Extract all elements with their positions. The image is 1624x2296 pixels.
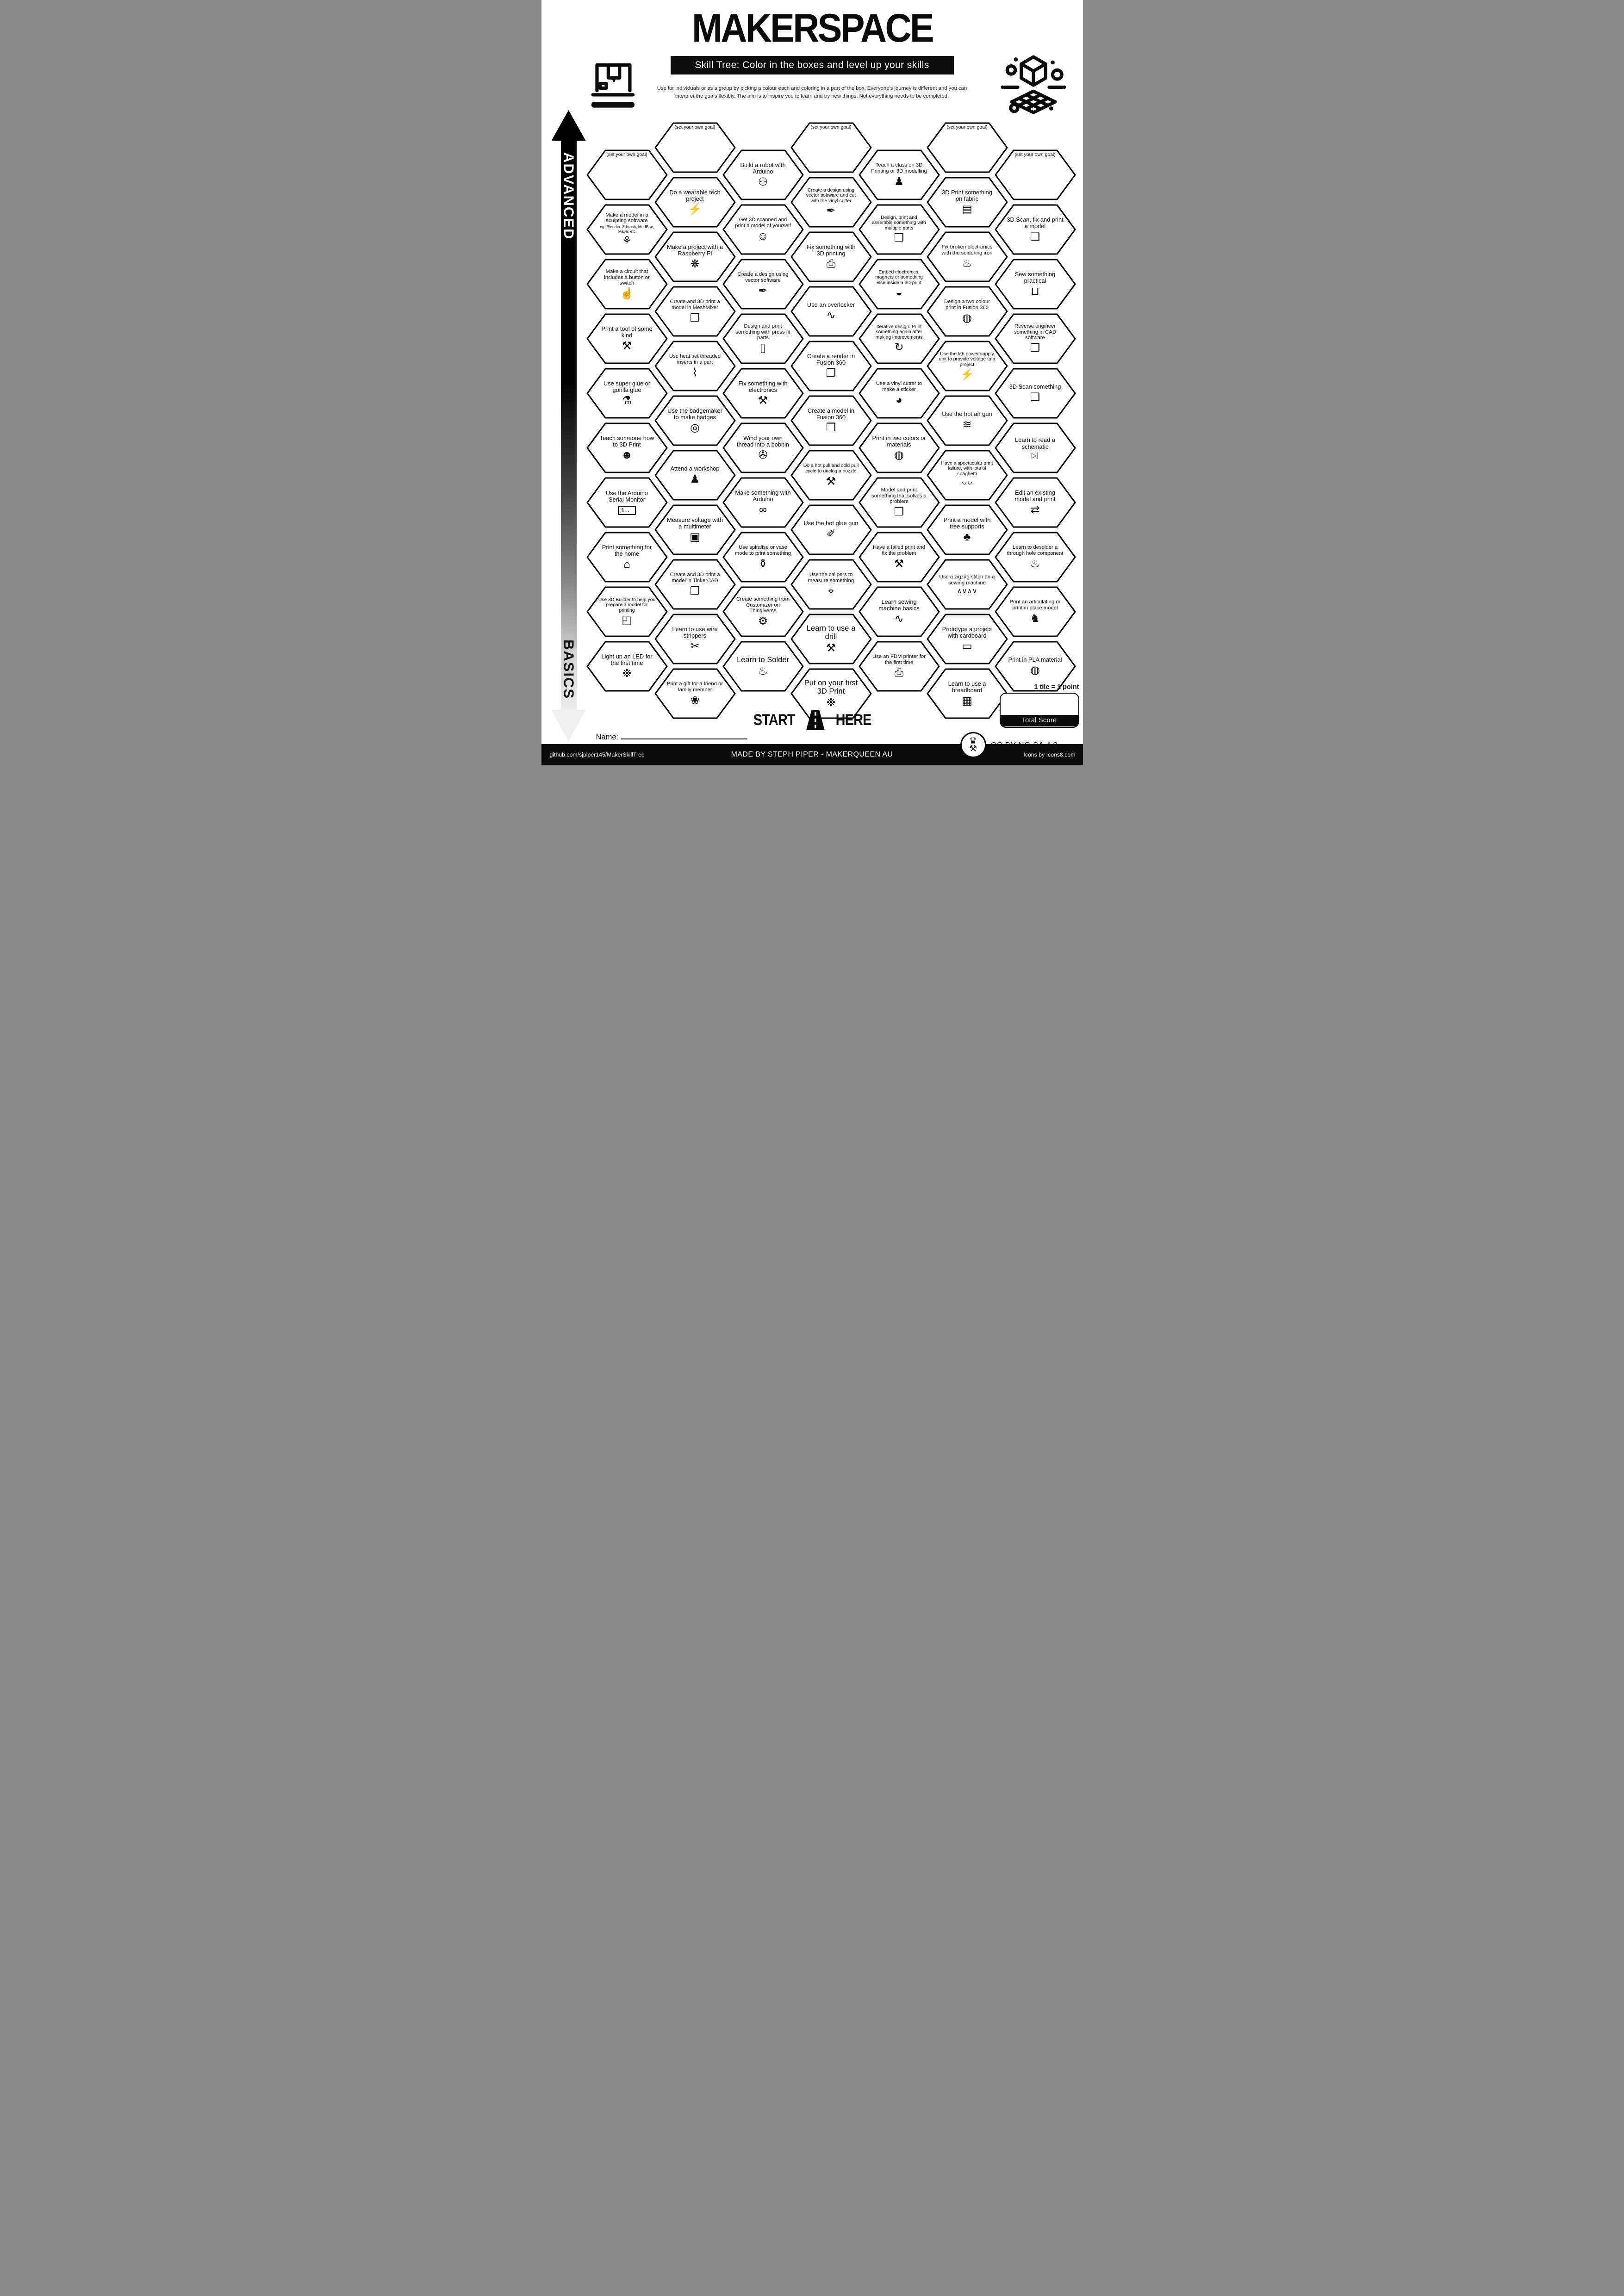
sculpture-icon: ⚘ bbox=[622, 235, 632, 248]
scan-cube-icon: ❏ bbox=[1030, 391, 1040, 404]
start-here-marker bbox=[749, 709, 874, 731]
bobbin-icon: ✇ bbox=[758, 449, 768, 462]
vector-pen-icon: ✒ bbox=[758, 284, 768, 297]
hex-label: 3D Print something on fabric bbox=[942, 188, 992, 202]
makerspace-skill-tree-poster bbox=[541, 0, 1083, 765]
drill-icon: ⚒ bbox=[826, 642, 836, 655]
basics-label: BASICS bbox=[560, 639, 577, 699]
hex-label: Use super glue or gorilla glue bbox=[603, 379, 650, 393]
filament-spool-icon: ◍ bbox=[1030, 664, 1040, 677]
hex-label: Use the Arduino Serial Monitor bbox=[605, 489, 648, 503]
hex-label: Create something from Customizer on Thingiverse bbox=[736, 596, 790, 614]
tile-point-note: 1 tile = 1 point bbox=[1034, 683, 1079, 691]
name-field[interactable] bbox=[596, 732, 747, 742]
button-press-icon: ☝ bbox=[620, 287, 634, 300]
hex-label: Create a model in Fusion 360 bbox=[807, 407, 854, 421]
footer-credit: MADE BY STEPH PIPER - MAKERQUEEN AU bbox=[731, 751, 893, 758]
led-dome-icon: ◒ bbox=[896, 286, 902, 299]
hex-tile[interactable] bbox=[995, 586, 1076, 638]
hex-label: (set your own goal) bbox=[946, 125, 988, 130]
hex-label: Have a spectacular print failure, with lots of spaghetti bbox=[941, 460, 993, 477]
hex-label: 3D Scan, fix and print a model bbox=[1007, 216, 1064, 230]
hex-label: Create a design using vector software and cut with the vinyl cutter bbox=[806, 187, 856, 204]
hex-tile[interactable] bbox=[995, 367, 1076, 419]
hex-label: Use a zigzag stitch on a sewing machine bbox=[939, 574, 995, 586]
hex-label: Print in two colors or materials bbox=[872, 434, 926, 448]
filament-spool-icon: ◍ bbox=[894, 449, 904, 462]
press-fit-icon: ▯ bbox=[759, 341, 766, 354]
scan-cube-icon: ❏ bbox=[1030, 230, 1040, 243]
party-popper-icon: ❉ bbox=[826, 696, 836, 709]
hex-label: 3D Scan something bbox=[1009, 383, 1061, 390]
hex-label: (set your own goal) bbox=[606, 152, 647, 157]
hex-label: Design, print and assemble something with multiple parts bbox=[872, 215, 926, 231]
tools-icon: ⚒ bbox=[826, 475, 836, 488]
footer-github-link[interactable]: github.com/sjpiper145/MakerSkillTree bbox=[549, 751, 645, 758]
multi-cubes-icon: ❒ bbox=[894, 232, 904, 245]
workshop-presenter-icon: ♟ bbox=[690, 473, 700, 486]
wire-strippers-icon: ✂ bbox=[690, 640, 700, 653]
hex-label: Teach a class on 3D Printing or 3D modelling bbox=[871, 162, 927, 174]
workshop-presenter-icon: ♟ bbox=[894, 175, 904, 188]
vase-icon: ⚱ bbox=[758, 557, 768, 570]
hex-label: Use the lab power supply unit to provide voltage to a project bbox=[939, 351, 996, 367]
wearable-led-icon: ⚡ bbox=[688, 203, 702, 216]
intro-line-1: Use for individuals or as a group by picking a colour each and coloring in a part of the box. Everyone's journey is different and you can bbox=[657, 86, 967, 92]
3d-printer-icon: ⎙ bbox=[826, 258, 836, 271]
vector-pen-icon: ✒ bbox=[826, 205, 836, 217]
hex-tile[interactable] bbox=[995, 422, 1076, 474]
hex-tile[interactable] bbox=[995, 477, 1076, 528]
hex-label: (set your own goal) bbox=[810, 125, 852, 130]
soldering-iron-icon: ♨ bbox=[758, 665, 768, 678]
home-icon: ⌂ bbox=[623, 558, 630, 571]
calipers-icon: ⌖ bbox=[828, 584, 834, 597]
cube-icon: ❐ bbox=[894, 505, 904, 518]
hex-label: Embed electronics, magnets or something else inside a 3D print bbox=[875, 269, 923, 285]
hex-label: Learn to use a breadboard bbox=[948, 680, 986, 694]
edit-arrows-icon: ⇄ bbox=[1030, 503, 1040, 516]
diode-icon: ▷| bbox=[1031, 451, 1039, 459]
soldering-iron-icon: ♨ bbox=[962, 257, 972, 270]
sticker-peel-icon: ◕ bbox=[896, 393, 902, 406]
hex-label: Attend a workshop bbox=[670, 465, 720, 472]
zigzag-icon: ∧∨∧∨ bbox=[957, 587, 977, 596]
hex-label: Make a model in a sculpting software bbox=[605, 212, 648, 224]
total-score-label: Total Score bbox=[1001, 715, 1078, 726]
hex-label: Learn to use wire strippers bbox=[672, 625, 718, 639]
hex-label: Use an overlocker bbox=[807, 301, 855, 308]
raspberry-icon: ❋ bbox=[690, 258, 700, 271]
hex-label: Design a two colour print in Fusion 360 bbox=[944, 299, 990, 310]
hex-label: Light up an LED for the first time bbox=[601, 652, 653, 666]
hex-label: Create a design using vector software bbox=[737, 272, 789, 283]
tools-icon: ⚒ bbox=[894, 557, 904, 570]
desolder-iron-icon: ♨ bbox=[1030, 557, 1040, 570]
hex-label: Sew something practical bbox=[1014, 270, 1056, 284]
hex-label: Learn to desolder a through hole component bbox=[1007, 545, 1064, 556]
license-label: CC BY-NC-SA 4.0 bbox=[990, 740, 1058, 750]
hex-label: Use heat set threaded inserts in a part bbox=[669, 354, 721, 365]
hex-sublabel: eg. Blender, Z-brush, MudBox, Maya, etc bbox=[600, 224, 654, 234]
makerqueen-logo-icon: ♛ ⚒ bbox=[960, 732, 986, 758]
shopping-bag-icon: ⊔ bbox=[1031, 285, 1039, 298]
hex-label: Have a failed print and fix the problem bbox=[872, 545, 926, 556]
hex-label: Create a render in Fusion 360 bbox=[807, 352, 855, 366]
hex-tile[interactable] bbox=[995, 258, 1076, 310]
hex-tile[interactable] bbox=[995, 531, 1076, 583]
hex-label: Model and print something that solves a problem bbox=[871, 487, 927, 505]
hex-label: (set your own goal) bbox=[674, 125, 716, 130]
glue-bottle-icon: ⚗ bbox=[622, 394, 632, 407]
footer-icons-credit[interactable]: Icons by Icons8.com bbox=[1023, 751, 1076, 758]
tree-icon: ♣ bbox=[963, 531, 971, 544]
multimeter-icon: ▣ bbox=[690, 531, 700, 544]
glue-gun-icon: ✐ bbox=[826, 527, 836, 540]
hex-label: Fix something with 3D printing bbox=[806, 243, 856, 257]
page-title: MAKERSPACE bbox=[691, 6, 933, 50]
start-label: START bbox=[753, 711, 795, 729]
breadboard-icon: ▦ bbox=[962, 695, 972, 707]
cube-icon: ❐ bbox=[690, 311, 700, 324]
hex-label: Print something for the home bbox=[602, 543, 652, 557]
hex-label: Fix broken electronics with the soldering iron bbox=[941, 244, 993, 256]
hex-label: Use the calipers to measure something bbox=[808, 572, 854, 583]
hex-label: Print a tool of some kind bbox=[601, 325, 653, 339]
hex-label: Use the hot air gun bbox=[942, 410, 992, 417]
lightning-icon: ⚡ bbox=[960, 368, 974, 381]
badge-icon: ◎ bbox=[690, 422, 700, 434]
cardboard-icon: ▭ bbox=[962, 640, 972, 653]
cube-icon: ❐ bbox=[1030, 341, 1040, 354]
hex-label: Learn to Solder bbox=[737, 655, 789, 664]
arduino-icon: ∞ bbox=[759, 503, 767, 516]
spaghetti-icon: 〰 bbox=[961, 478, 973, 490]
hex-label: Teach someone how to 3D Print bbox=[599, 434, 654, 448]
robot-icon: ⚇ bbox=[758, 176, 768, 189]
hex-label: Make a project with a Raspberry Pi bbox=[667, 243, 723, 257]
gift-bow-icon: ❀ bbox=[690, 694, 700, 707]
hex-label: Create and 3D print a model in MeshMixer bbox=[670, 299, 720, 310]
hot-air-gun-icon: ≋ bbox=[962, 418, 972, 431]
serial-monitor-icon: 1.. bbox=[618, 506, 635, 515]
hex-label: Do a wearable tech project bbox=[669, 188, 721, 202]
fabric-icon: ▤ bbox=[962, 203, 972, 216]
heat-insert-icon: ⌇ bbox=[692, 366, 698, 379]
hex-label: Learn to read a schematic bbox=[1015, 436, 1055, 450]
hex-label: Fix something with electronics bbox=[738, 379, 788, 393]
hex-label: Use an FDM printer for the first time bbox=[872, 654, 926, 665]
hex-label: Print in PLA material bbox=[1008, 656, 1062, 663]
score-write-space[interactable] bbox=[1001, 694, 1078, 715]
3d-printer-icon: ⎙ bbox=[894, 666, 904, 679]
filament-spool-icon: ◍ bbox=[962, 311, 972, 324]
hex-label: Print a gift for a friend or family member bbox=[666, 681, 723, 693]
hex-label: Use the badgemaker to make badges bbox=[667, 407, 722, 421]
hex-label: Measure voltage with a multimeter bbox=[667, 516, 723, 530]
road-icon bbox=[805, 709, 826, 731]
total-score-box[interactable] bbox=[1000, 693, 1079, 728]
body-scan-icon: ☺ bbox=[757, 230, 769, 242]
hex-label: Wind your own thread into a bobbin bbox=[736, 434, 790, 448]
hex-label: Iterative design: Print something again after making improvements bbox=[875, 324, 923, 340]
skill-tree-grid bbox=[541, 0, 1083, 765]
3d-builder-icon: ◰ bbox=[622, 614, 632, 627]
tools-icon: ⚒ bbox=[758, 394, 768, 407]
name-input-line[interactable] bbox=[621, 732, 747, 739]
sewing-machine-icon: ∿ bbox=[894, 613, 904, 626]
hex-label: Use the hot glue gun bbox=[803, 519, 859, 527]
hex-label: Make a circuit that includes a button or switch bbox=[604, 269, 650, 286]
intro-line-2: interpret the goals flexibly. The aim is to inspire you to learn and try new things. Not everything needs to be completed. bbox=[675, 93, 949, 99]
hex-label: Put on your first 3D Print bbox=[804, 678, 858, 695]
name-label: Name: bbox=[596, 733, 619, 741]
hex-label: Make something with Arduino bbox=[735, 489, 791, 503]
hex-label: (set your own goal) bbox=[1014, 152, 1056, 157]
hex-label: Prototype a project with cardboard bbox=[942, 625, 992, 639]
hex-label: Learn sewing machine basics bbox=[878, 598, 920, 612]
cube-icon: ❐ bbox=[826, 367, 836, 380]
customizer-gear-icon: ⚙ bbox=[758, 614, 768, 627]
subtitle-banner: Skill Tree: Color in the boxes and level up your skills bbox=[671, 56, 954, 74]
hex-label: Create and 3D print a model in TinkerCAD bbox=[670, 572, 720, 583]
hex-tile[interactable] bbox=[995, 204, 1076, 255]
hex-label: Use a vinyl cutter to make a sticker bbox=[876, 381, 922, 392]
hex-tile[interactable] bbox=[995, 313, 1076, 365]
hex-label: Learn to use a drill bbox=[806, 624, 856, 641]
teach-people-icon: ☻ bbox=[621, 449, 633, 462]
hex-label: Reverse engineer something in CAD software bbox=[1014, 323, 1057, 341]
overlocker-icon: ∿ bbox=[826, 309, 836, 322]
tools-icon: ⚒ bbox=[622, 340, 632, 353]
hex-tile-goal[interactable] bbox=[995, 149, 1076, 201]
hex-label: Do a hot pull and cold pull cycle to unclog a nozzle bbox=[803, 463, 859, 474]
hex-label: Use 3D Builder to help you prepare a model for printing bbox=[598, 597, 656, 613]
hex-label: Design and print something with press fit parts bbox=[735, 323, 790, 341]
hex-label: Build a robot with Arduino bbox=[740, 161, 786, 175]
hex-label: Use spiralise or vase mode to print something bbox=[734, 545, 791, 556]
cube-icon: ❐ bbox=[690, 584, 700, 597]
here-label: HERE bbox=[835, 711, 871, 729]
advanced-label: ADVANCED bbox=[560, 152, 577, 240]
hex-label: Edit an existing model and print bbox=[1014, 489, 1056, 503]
iterate-icon: ↻ bbox=[894, 341, 904, 354]
license-row bbox=[960, 732, 1058, 758]
dragon-icon: ♞ bbox=[1030, 612, 1040, 625]
hex-label: Print an articulating or print in place model bbox=[1009, 599, 1061, 611]
cube-icon: ❐ bbox=[826, 422, 836, 434]
hex-label: Get 3D scanned and print a model of yourself bbox=[735, 217, 791, 229]
hex-label: Print a model with tree supports bbox=[943, 516, 991, 530]
led-celebration-icon: ❉ bbox=[622, 667, 632, 680]
